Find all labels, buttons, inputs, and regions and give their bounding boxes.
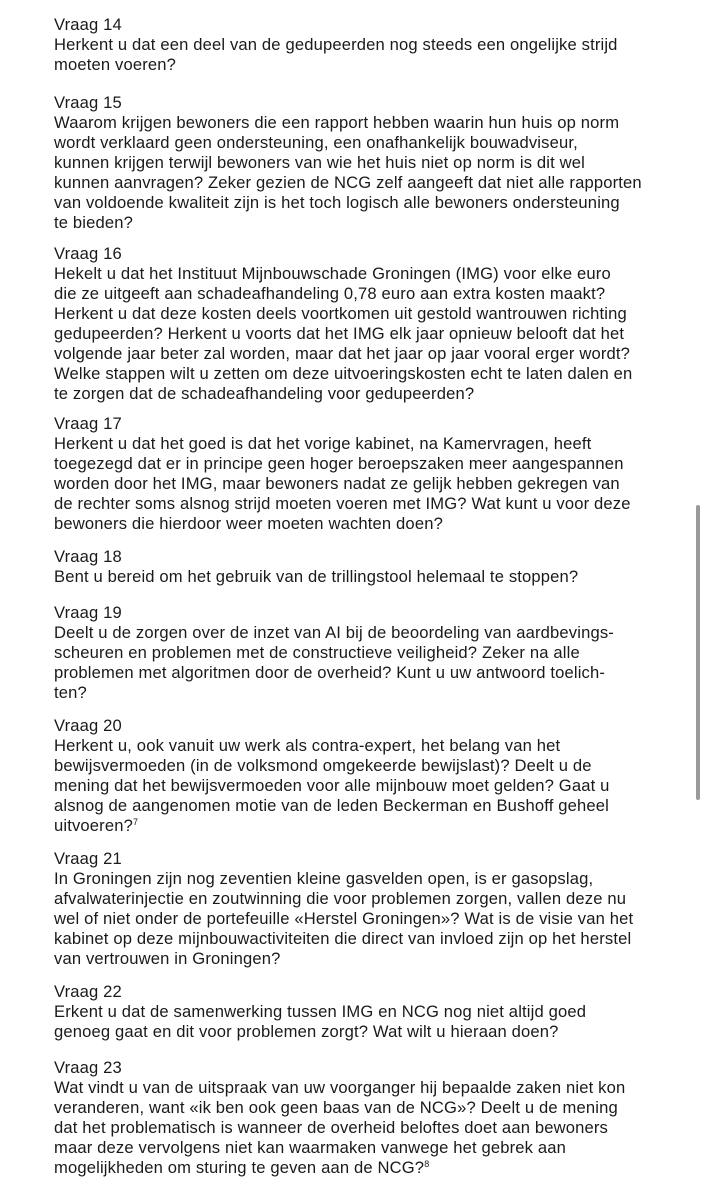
question-text: Erkent u dat de samenwerking tussen IMG en NCG nog niet altijd goed genoeg gaat en dit voor problemen zorgt? Wat wilt u hieraan doen?	[54, 1002, 587, 1041]
question-label: Vraag 23	[54, 1058, 122, 1077]
question-text: Wat vindt u van de uitspraak van uw voorganger hij bepaalde zaken niet kon veranderen, want «ik ben ook geen baas van de NCG»? Deelt u de mening dat het problematisch is wanneer de overheid beloftes doet aan bewoners maar deze vervolgens niet kan waarmaken vanwege het gebrek aan mogelijkheden om sturing te geven aan de NCG?$^8$	[54, 1078, 626, 1177]
question-label: Vraag 22	[54, 982, 122, 1001]
question-19	[54, 603, 614, 703]
footnote-marker: 8	[424, 1159, 430, 1169]
question-label: Vraag 14	[54, 15, 122, 34]
question-text: Hekelt u dat het Instituut Mijnbouwschade Groningen (IMG) voor elke euro die ze uitgeeft aan schadeafhandeling 0,78 euro aan extra kosten maakt? Herkent u dat deze kosten deels voortkomen uit gestold wantrouwen richting gedupeerden? Herkent u voorts dat het IMG elk jaar opnieuw belooft dat het volgende jaar beter zal worden, maar dat het jaar op jaar vooral erger wordt? Welke stappen wilt u zetten om deze uitvoeringskosten echt te laten dalen en te zorgen dat de schadeafhandeling voor gedupeerden?	[54, 264, 633, 403]
question-text: Deelt u de zorgen over de inzet van AI bij de beoordeling van aardbevings- scheuren en problemen met de constructieve veiligheid? Zeker na alle problemen met algoritmen door de overheid? Kunt u uw antwoord toelich- ten?	[54, 623, 614, 702]
question-22	[54, 982, 586, 1042]
question-label: Vraag 20	[54, 716, 122, 735]
question-text: Herkent u dat een deel van de gedupeerden nog steeds een ongelijke strijd moeten voeren?	[54, 35, 618, 74]
question-16	[54, 244, 632, 404]
question-17	[54, 414, 631, 534]
question-label: Vraag 16	[54, 244, 122, 263]
question-label: Vraag 21	[54, 849, 122, 868]
question-text: Herkent u dat het goed is dat het vorige kabinet, na Kamervragen, heeft toegezegd dat er in principe geen hoger beroepszaken meer aangespannen worden door het IMG, maar bewoners nadat ze gelijk hebben gekregen van de rechter soms alsnog strijd moeten voeren met IMG? Wat kunt u voor deze bewoners die hierdoor weer moeten wachten doen?	[54, 434, 631, 533]
question-18	[54, 547, 578, 587]
question-21	[54, 849, 633, 969]
question-15	[54, 93, 642, 233]
question-label: Vraag 17	[54, 414, 122, 433]
question-label: Vraag 18	[54, 547, 122, 566]
question-label: Vraag 19	[54, 603, 122, 622]
question-23	[54, 1058, 625, 1178]
question-text: Herkent u, ook vanuit uw werk als contra-expert, het belang van het bewijsvermoeden (in de volksmond omgekeerde bewijslast)? Deelt u de mening dat het bewijsvermoeden voor alle mijnbouw moet gelden? Gaat u alsnog de aangenomen motie van de leden Beckerman en Bushoff geheel uitvoeren?$^7$	[54, 736, 610, 835]
question-20	[54, 716, 610, 836]
footnote-marker: 7	[133, 817, 139, 827]
question-text: In Groningen zijn nog zeventien kleine gasvelden open, is er gasopslag, afvalwaterinjectie en zoutwinning die voor problemen zorgen, vallen deze nu wel of niet onder de portefeuille «Herstel Groningen»? Wat is de visie van het kabinet op deze mijnbouwactiviteiten die direct van invloed zijn op het herstel van vertrouwen in Groningen?	[54, 869, 634, 968]
question-label: Vraag 15	[54, 93, 122, 112]
vertical-scrollbar[interactable]	[696, 505, 700, 800]
question-14	[54, 15, 618, 75]
question-text: Waarom krijgen bewoners die een rapport hebben waarin hun huis op norm wordt verklaard geen ondersteuning, een onafhankelijk bouwadviseur, kunnen krijgen terwijl bewoners van wie het huis niet op norm is dit wel kunnen aanvragen? Zeker gezien de NCG zelf aangeeft dat niet alle rapporten van voldoende kwaliteit zijn is het toch logisch alle bewoners ondersteuning te bieden?	[54, 113, 642, 232]
question-text: Bent u bereid om het gebruik van de trillingstool helemaal te stoppen?	[54, 567, 579, 586]
